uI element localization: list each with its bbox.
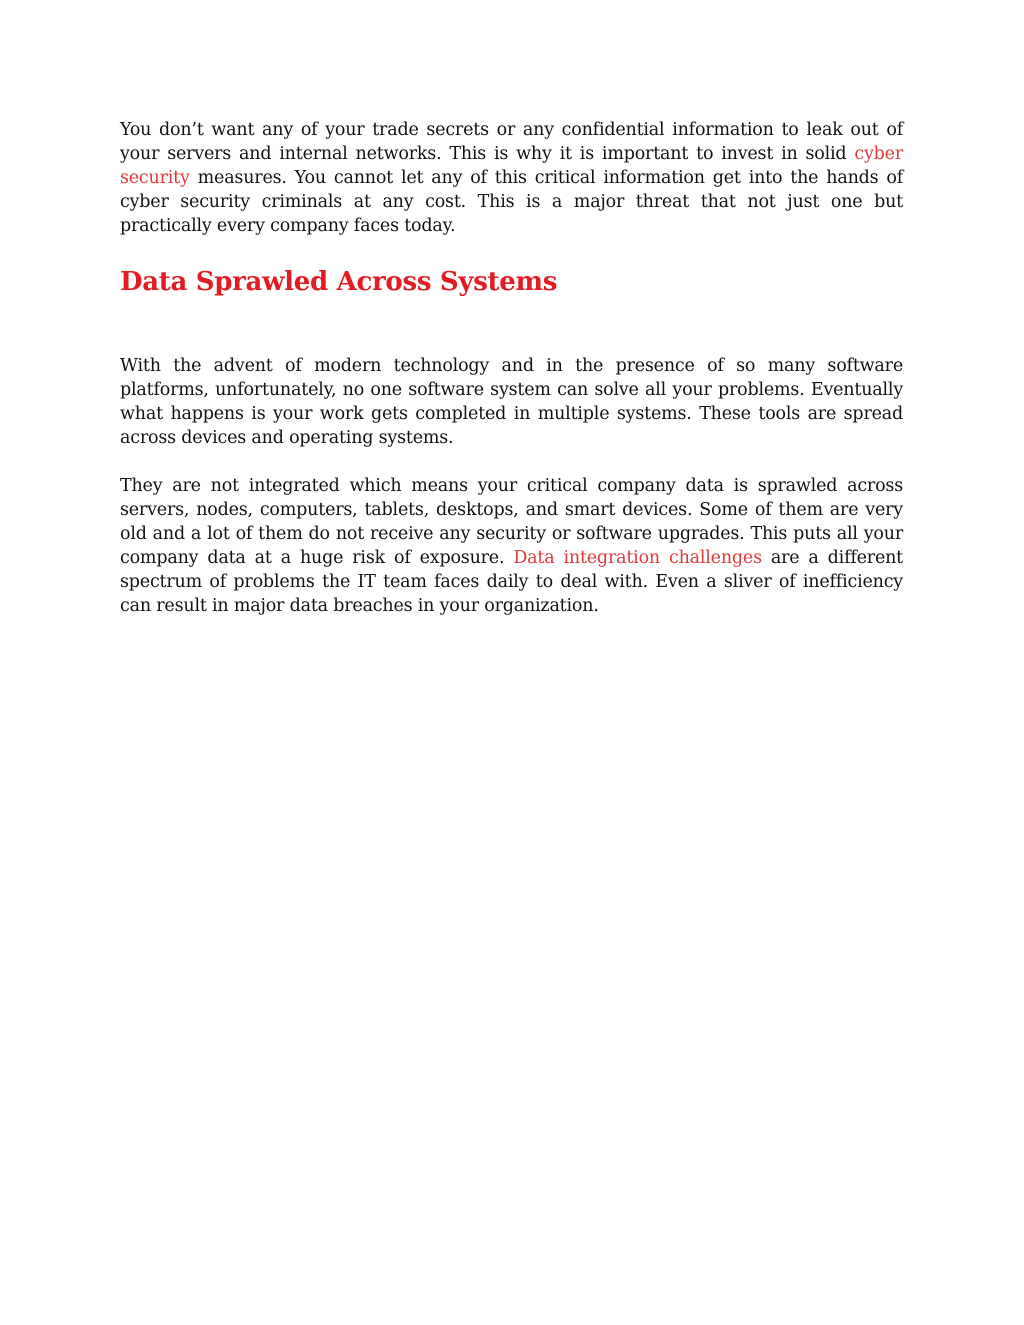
data-integration-challenges-link[interactable]: Data integration challenges: [513, 548, 762, 568]
paragraph-not-integrated: [120, 474, 903, 618]
paragraph-trade-secrets: [120, 118, 903, 238]
paragraph-text: measures. You cannot let any of this critical information get into the hands of cyber security criminals at any cost. This is a major threat that not just one but practically every company faces today.: [120, 168, 903, 236]
paragraph-text: They are not integrated which means your critical company data is sprawled across servers, nodes, computers, tablets, desktops, and smart devices. Some of them are very old and a lot of them do not receive any security or software upgrades. This puts all your company data at a huge risk of exposure.: [120, 476, 903, 568]
paragraph-text: are a different spectrum of problems the IT team faces daily to deal with. Even a sliver of inefficiency can result in major data breaches in your organization.: [120, 548, 904, 616]
paragraph-modern-technology: With the advent of modern technology and in the presence of so many software platforms, unfortunately, no one software system can solve all your problems. Eventually what happens is your work gets completed in multiple systems. These tools are spread across devices and operating systems.: [120, 356, 903, 448]
paragraph-text: You don’t want any of your trade secrets or any confidential information to leak out of your servers and internal networks. This is why it is important to invest in solid: [120, 120, 903, 164]
document-page: [120, 118, 903, 618]
cyber-security-link[interactable]: cyber security: [120, 144, 903, 188]
section-heading: Data Sprawled Across Systems: [120, 267, 558, 297]
